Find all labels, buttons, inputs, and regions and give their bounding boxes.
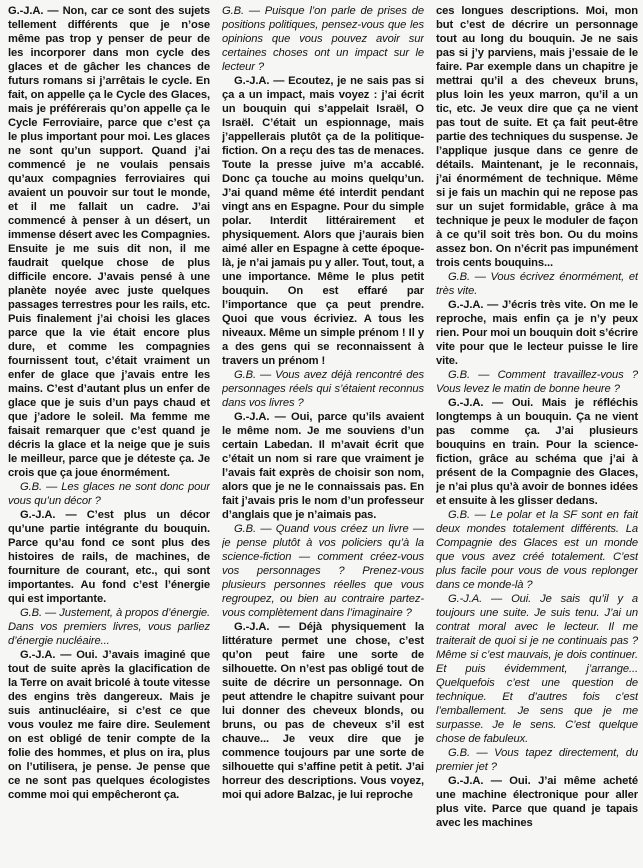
text-column-2 xyxy=(222,4,424,868)
interview-answer: G.-J.A. — Oui, parce qu’ils avaient le même nom. Je me souviens d’un certain Labedan. Il m’avait écrit que c’était un nom si rare que vraiment je l’avais fait exprès de choisir son nom, alors que je ne le connaissais pas. En fait j’avais pris le nom d’un professeur d’anglais que je n’aimais pas. xyxy=(222,411,424,521)
text-column-3 xyxy=(436,4,638,868)
interview-answer: G.-J.A. — Déjà physiquement la littérature permet une chose, c’est qu’on peut faire une sorte de silhouette. On n’est pas obligé tout de suite de décrire un personnage. On peut attendre le chapitre suivant pour lui donner des cheveux blonds, ou bruns, ou pas de cheveux s’il est chauve... Je veux dire que je commence toujours par une sorte de silhouette qui s’affine petit à petit. J’ai horreur des descriptions. Vous voyez, moi qui adore Balzac, je lui reproche xyxy=(222,621,424,801)
interview-answer: G.-J.A. — C’est plus un décor qu’une partie intégrante du bouquin. Parce qu’au fond ce sont plus des histoires de rails, de machines, de fourniture de courant, etc., qui sont importantes. Au fond c’est l’énergie qui est importante. xyxy=(8,509,210,605)
interview-answer: G.-J.A. — Non, car ce sont des sujets tellement différents que je n’ose même pas trop y penser de peur de les incorporer dans mon cycle des glaces et de gâcher les chances de futurs romans si j’arrêtais le cycle. En fait, on appelle ça le Cycle des Glaces, mais je préférerais qu’on appelle ça le Cycle Ferroviaire, parce que c’est ça le plus important pour moi. Les glaces ne sont qu’un support. Quand j’ai commencé je ne voulais pensais qu’aux compagnies ferroviaires qui avaient un pouvoir sur tout le monde, et il me fallait un cadre. J’ai commencé à penser à un désert, un immense désert avec les Compagnies. Ensuite je me suis dit non, il me faudrait quelque chose de plus difficile encore. J’avais pensé à une planète noyée avec juste quelques passages terrestres pour les rails, etc. Puis finalement j’ai choisi les glaces parce que la vie était encore plus dure, et comme les compagnies fournissent tout, c’était vraiment un enfer de glace que j’avais entre les mains. C’est d’autant plus un enfer de glace que je suis d’un pays chaud et que j’adore le soleil. Ma femme me faisait remarquer que c’est quand je décris la glace et la neige que je suis le meilleur, parce que je déteste ça. Je crois que ça joue énormément. xyxy=(8,5,210,479)
interview-question: G.B. — Les glaces ne sont donc pour vous qu’un décor ? xyxy=(8,481,210,507)
interview-answer: G.-J.A. — Oui. J’ai même acheté une machine électronique pour aller plus vite. Parce que quand je tapais avec les machines xyxy=(436,775,638,829)
interview-answer: G.-J.A. — Ecoutez, je ne sais pas si ça a un impact, mais voyez : j’ai écrit un bouquin qui s’appelait Israël, O Israël. C’était un espionnage, mais j’appellerais plutôt ça de la politique-fiction. On a reçu des tas de menaces. Toute la presse juive m’a accablé. Donc ça touche au moins quelqu’un. J’ai quand même été interdit pendant vingt ans en Espagne. Pour du simple polar. Interdit littérairement et physiquement. Alors que j’aurais bien aimé aller en Espagne à cette époque-là, je n’ai jamais pu y aller. Tout, tout, a une importance. Même le plus petit bouquin. On est effaré par l’importance que ça peut prendre. Quoi que vous écriviez. A tous les niveaux. Même un simple prénom ! Il y a des gens qui se reconnaissent à travers un prénom ! xyxy=(222,75,424,367)
interview-answer: G.-J.A. — Oui. Mais je réfléchis longtemps à un bouquin. Ça ne vient pas comme ça. J’ai plusieurs bouquins en train. Pour la science-fiction, grâce au schéma que j’ai à présent de la Compagnie des Glaces, je n’ai plus qu’à avoir de bonnes idées et ensuite à les glisser dedans. xyxy=(436,397,638,507)
interview-question: G.-J.A. — Oui. Je sais qu’il y a toujours une suite. Je suis tenu. J’ai un contrat moral avec le lecteur. Il me traiterait de quoi si je ne continuais pas ? Même si c’est mauvais, je dois continuer. Et puis évidemment, j’arrange... Quelquefois c’est une question de technique. Et d’autres fois c’est l’emballement. Je sens que je me surpasse. Je le sens. C’est quelque chose de fabuleux. xyxy=(436,593,638,745)
interview-answer: G.-J.A. — J’écris très vite. On me le reproche, mais enfin ça je n’y peux rien. Pour moi un bouquin doit s’écrire vite pour que le lecteur puisse le lire vite. xyxy=(436,299,638,367)
interview-question: G.B. — Quand vous créez un livre — je pense plutôt à vos policiers qu’à la science-fiction — comment créez-vous vos personnages ? Prenez-vous plusieurs personnes réelles que vous regroupez, ou bien au contraire partez-vous complètement dans l’imaginaire ? xyxy=(222,523,424,619)
interview-question: G.B. — Vous tapez directement, du premier jet ? xyxy=(436,747,638,773)
interview-answer: G.-J.A. — Oui. J’avais imaginé que tout de suite après la glacification de la Terre on avait bricolé à toute vitesse des engins très dangereux. Mais je suis antinucléaire, si c’est ce que vous voulez me faire dire. Seulement on est obligé de tenir compte de la folie des hommes, et plus on ira, plus on l’utilisera, je pense. Je pense que ce ne sont pas quelques écologistes comme moi qui empêcheront ça. xyxy=(8,649,210,801)
interview-question: G.B. — Justement, à propos d’énergie. Dans vos premiers livres, vous parliez d’énergie nucléaire... xyxy=(8,607,210,647)
text-column-1 xyxy=(8,4,210,868)
interview-question: G.B. — Vous écrivez énormément, et très vite. xyxy=(436,271,638,297)
interview-question: G.B. — Vous avez déjà rencontré des personnages réels qui s’étaient reconnus dans vos livres ? xyxy=(222,369,424,409)
interview-answer: ces longues descriptions. Moi, mon but c’est de décrire un personnage tout au long du bouquin. Je ne sais pas si j’y parviens, mais j’essaie de le faire. Par exemple dans un chapitre je mettrai qu’il a des cheveux bruns, plus loin les yeux marron, qu’il a un tic, etc. Je veux dire que ça ne vient pas tout de suite. Et ça fait peut-être partie des techniques du suspense. Je l’applique jusque dans ce genre de détails. Maintenant, je le reconnais, j’ai énormément de technique. Même si je fais un machin qui ne repose pas sur un sujet formidable, grâce à ma technique je peux le moduler de façon à ce qu’il soit très bon. Ou du moins assez bon. On n’écrit pas impunément trois cents bouquins... xyxy=(436,5,638,269)
interview-question: G.B. — Comment travaillez-vous ? Vous levez le matin de bonne heure ? xyxy=(436,369,638,395)
interview-question: G.B. — Puisque l’on parle de prises de positions politiques, pensez-vous que les opinions que vous pouvez avoir sur certaines choses ont un impact sur le lecteur ? xyxy=(222,5,424,73)
interview-question: G.B. — Le polar et la SF sont en fait deux mondes totalement différents. La Compagnie des Glaces est un monde que vous avez créé totalement. C’est plus facile pour vous de vous replonger dans ce monde-là ? xyxy=(436,509,638,591)
